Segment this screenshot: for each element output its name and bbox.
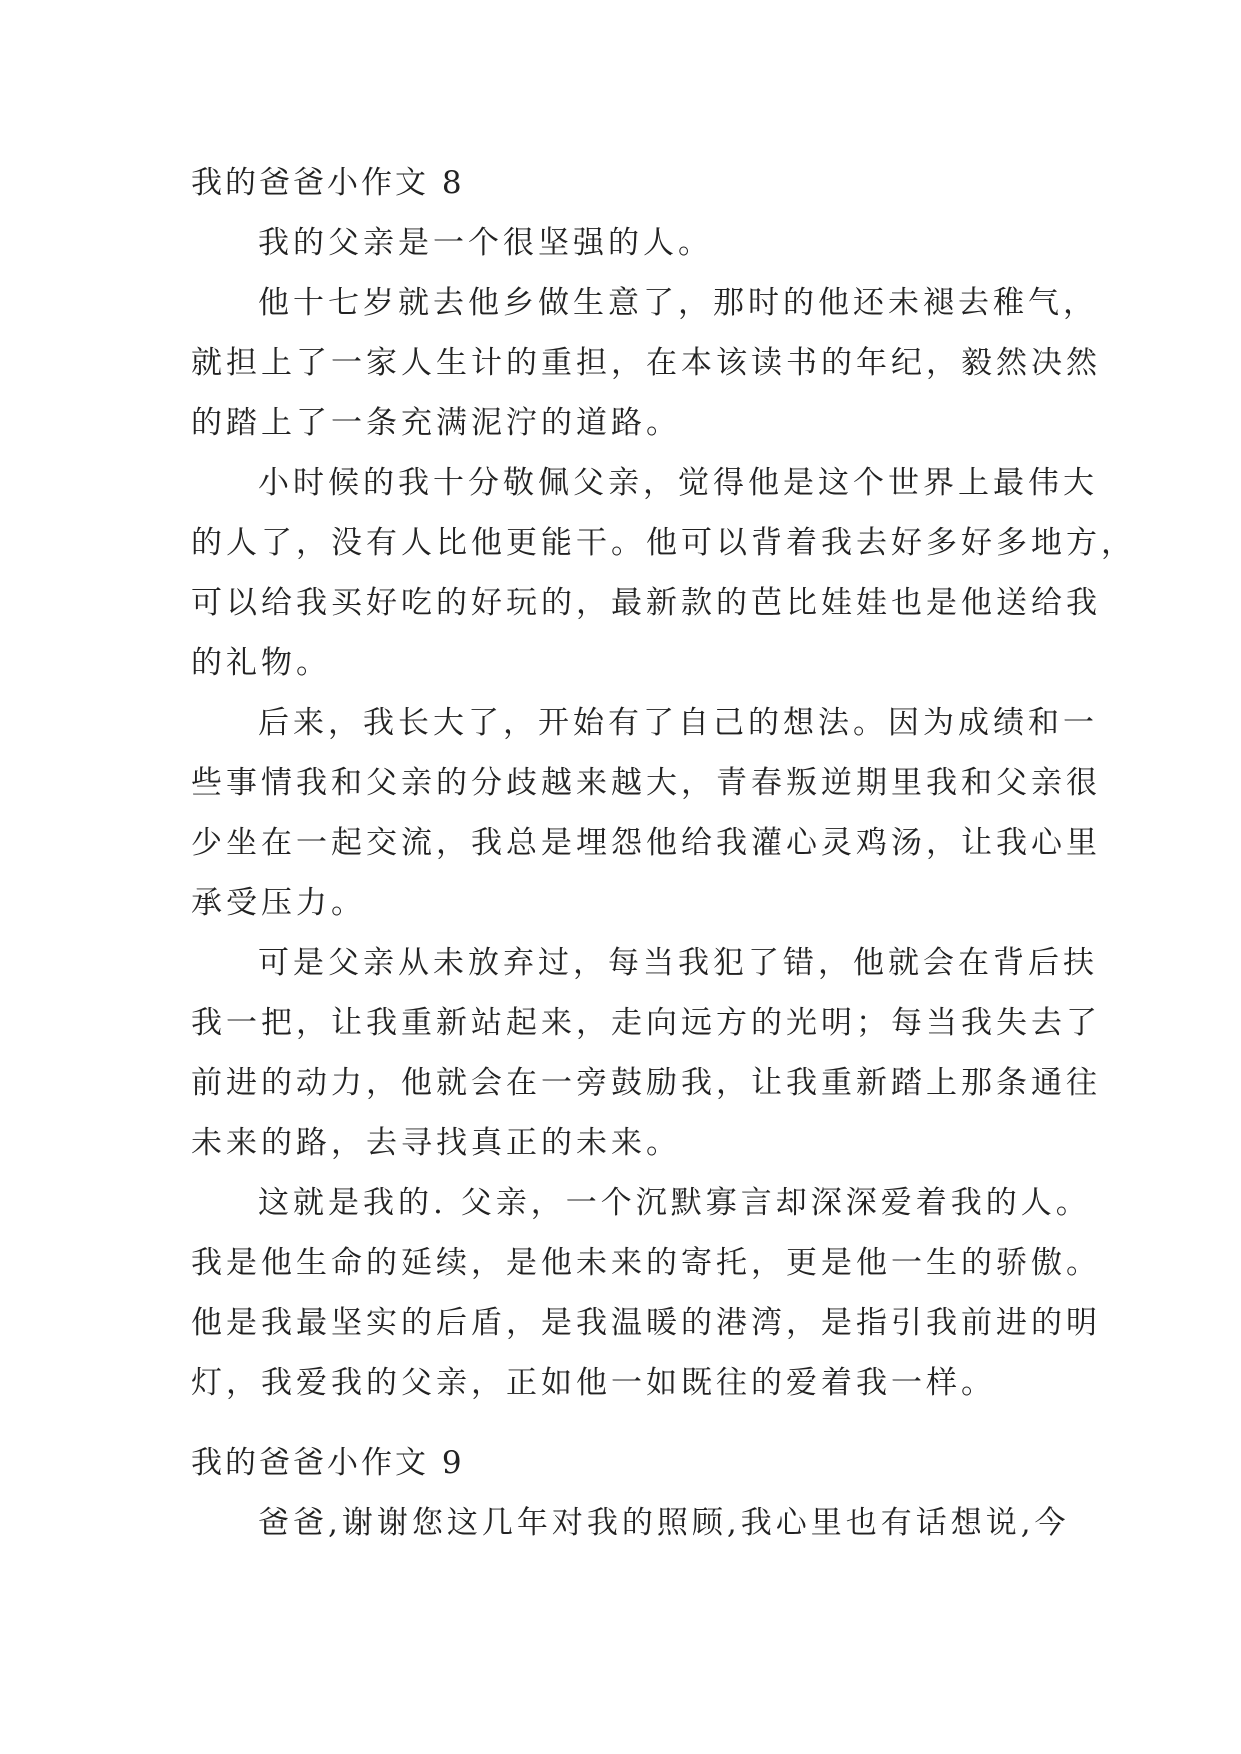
- essay-8-p5-line4: 未来的路，去寻找真正的未来。: [191, 1125, 681, 1161]
- essay-8-p3-line3: 可以给我买好吃的好玩的，最新款的芭比娃娃也是他送给我: [191, 585, 1101, 621]
- essay-8-p6-line2: 我是他生命的延续，是他未来的寄托，更是他一生的骄傲。: [191, 1245, 1101, 1281]
- essay-8-p6-line4: 灯，我爱我的父亲，正如他一如既往的爱着我一样。: [191, 1365, 996, 1401]
- essay-8-p2-line1: 他十七岁就去他乡做生意了，那时的他还未褪去稚气，: [258, 285, 1098, 321]
- essay-8-p2-line3: 的踏上了一条充满泥泞的道路。: [191, 405, 681, 441]
- essay-8-p3-line4: 的礼物。: [191, 645, 331, 681]
- essay-9-p1-line1: 爸爸,谢谢您这几年对我的照顾,我心里也有话想说,今: [258, 1505, 1070, 1541]
- essay-8-p2-line2: 就担上了一家人生计的重担，在本该读书的年纪，毅然决然: [191, 345, 1101, 381]
- essay-8-p1-line1: 我的父亲是一个很坚强的人。: [258, 225, 713, 261]
- essay-8-p4-line2: 些事情我和父亲的分歧越来越大，青春叛逆期里我和父亲很: [191, 765, 1101, 801]
- essay-8-p5-line3: 前进的动力，他就会在一旁鼓励我，让我重新踏上那条通往: [191, 1065, 1101, 1101]
- essay-8-p3-line2: 的人了，没有人比他更能干。他可以背着我去好多好多地方，: [191, 525, 1136, 561]
- essay-9-title: 我的爸爸小作文 9: [191, 1445, 465, 1481]
- essay-8-title: 我的爸爸小作文 8: [191, 165, 465, 201]
- essay-8-p4-line1: 后来，我长大了，开始有了自己的想法。因为成绩和一: [258, 705, 1098, 741]
- essay-8-p3-line1: 小时候的我十分敬佩父亲，觉得他是这个世界上最伟大: [258, 465, 1098, 501]
- essay-8-p4-line4: 承受压力。: [191, 885, 366, 921]
- essay-8-p5-line2: 我一把，让我重新站起来，走向远方的光明；每当我失去了: [191, 1005, 1101, 1041]
- essay-8-p4-line3: 少坐在一起交流，我总是埋怨他给我灌心灵鸡汤，让我心里: [191, 825, 1101, 861]
- essay-8-p6-line3: 他是我最坚实的后盾，是我温暖的港湾，是指引我前进的明: [191, 1305, 1101, 1341]
- essay-8-p6-line1: 这就是我的. 父亲，一个沉默寡言却深深爱着我的人。: [258, 1185, 1091, 1221]
- essay-8-p5-line1: 可是父亲从未放弃过，每当我犯了错，他就会在背后扶: [258, 945, 1098, 981]
